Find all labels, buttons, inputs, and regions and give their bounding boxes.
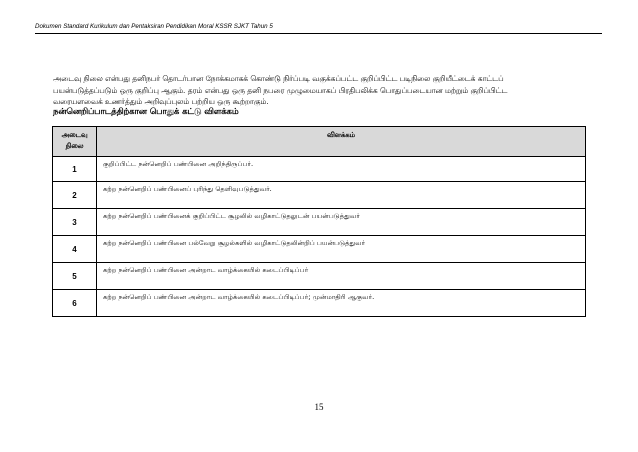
description-column-header: விளக்கம் <box>97 127 586 157</box>
level-cell: 6 <box>53 290 97 317</box>
table-row <box>53 236 586 263</box>
page-number: 15 <box>314 402 324 412</box>
intro-line: பயன்படுத்தப்படும் ஒரு குறிப்பு ஆகும். தரம் என்பது ஒரு தனி நபரை முழுமையாகப் பிரதிபலிக்க பொதுப்படையான மற்றும் குறிப்பிட்ட <box>53 85 508 95</box>
table-header-row <box>53 127 586 157</box>
level-cell: 1 <box>53 157 97 182</box>
table-row <box>53 263 586 290</box>
description-cell: குறிப்பிட்ட நன்னெறிப் பண்பினை அறிந்திருப்பர். <box>97 157 586 182</box>
description-cell: கற்ற நன்னெறிப் பண்பினை அன்றாட வாழ்க்கையில் கடைப்பிடிப்பர்; முன்மாதிரி ஆகுவர். <box>97 290 586 317</box>
level-column-header: அடைவு நிலை <box>53 127 97 157</box>
performance-level-table <box>52 126 586 317</box>
level-cell: 5 <box>53 263 97 290</box>
intro-paragraph <box>53 73 583 108</box>
level-cell: 3 <box>53 209 97 236</box>
table-row <box>53 182 586 209</box>
table-row <box>53 157 586 182</box>
table-row <box>53 209 586 236</box>
header-divider <box>35 33 602 34</box>
description-cell: கற்ற நன்னெறிப் பண்பினைப் புரிந்து தெளிவுபடுத்துவர். <box>97 182 586 209</box>
section-title: நன்னெறிப்பாடத்திற்கான பொதுக் கட்டு விளக்கம் <box>53 106 239 116</box>
description-cell: கற்ற நன்னெறிப் பண்பினைக் குறிப்பிட்ட சூழலில் வழிகாட்டுதலுடன் பயன்படுத்துவர் <box>97 209 586 236</box>
table-row <box>53 290 586 317</box>
description-cell: கற்ற நன்னெறிப் பண்பினை பல்வேறு சூழல்களில் வழிகாட்டுதலின்றிப் பயன்படுத்துவர் <box>97 236 586 263</box>
level-cell: 2 <box>53 182 97 209</box>
description-cell: கற்ற நன்னெறிப் பண்பினை அன்றாட வாழ்க்கையில் கடைப்பிடிப்பர் <box>97 263 586 290</box>
intro-line: வரையளவைக் உணர்த்தும் அறிவுப்புலம் பற்றிய ஒரு கூற்றாகும். <box>53 97 269 106</box>
intro-line: அடைவு நிலை என்பது தனிநபர் தொடர்பான நோக்கமாகக் கொண்டு நிர்ப்படி வகுக்கப்பட்ட குறிப்பிட்ட படிநிலை குறியீட்டைக் காட்டப் <box>53 74 504 83</box>
level-cell: 4 <box>53 236 97 263</box>
document-header: Dokumen Standard Kurikulum dan Pentaksiran Pendidikan Moral KSSR SJKT Tahun 5 <box>35 23 273 30</box>
